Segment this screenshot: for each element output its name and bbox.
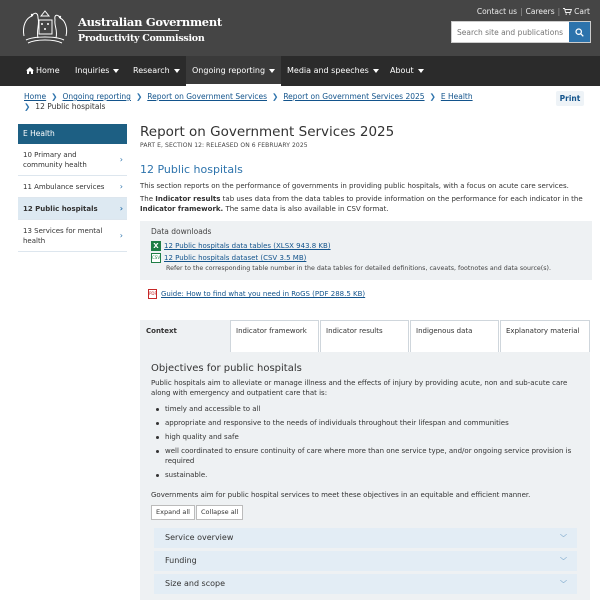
guide-row <box>148 289 592 299</box>
list-item: timely and accessible to all <box>153 404 573 414</box>
chevron-right-icon: › <box>119 203 123 213</box>
cart-link[interactable]: Cart <box>574 7 590 16</box>
data-downloads-title: Data downloads <box>151 227 212 236</box>
main-content <box>140 124 592 299</box>
accordion-label: Service overview <box>165 533 234 542</box>
list-item: appropriate and responsive to the needs of individuals throughout their lifespan and communities <box>153 418 573 428</box>
sidebar-item-label: 12 Public hospitals <box>23 205 98 213</box>
chevron-right-icon: ❯ <box>51 92 58 101</box>
breadcrumb-ongoing-reporting[interactable]: Ongoing reporting <box>62 92 131 101</box>
government-name: Australian Government <box>78 15 222 29</box>
panel-intro: Public hospitals aim to alleviate or manage illness and the effects of injury by providing acute, non and sub-acute care along with emergency and outpatient care that is: <box>151 379 568 397</box>
sidebar-item-ambulance-services[interactable] <box>18 176 127 198</box>
caret-down-icon <box>113 69 119 73</box>
accordion-service-overview[interactable] <box>154 528 577 548</box>
chevron-right-icon: › <box>119 154 123 164</box>
page-title: Report on Government Services 2025 <box>140 124 395 140</box>
nav-inquiries-label: Inquiries <box>75 66 110 75</box>
pdf-icon: PDF <box>148 289 157 299</box>
nav-home-label: Home <box>36 66 60 75</box>
chevron-down-icon: ﹀ <box>560 534 567 542</box>
breadcrumb <box>24 92 544 112</box>
sidebar-item-label: 13 Services for mental health <box>23 227 103 245</box>
tab-explanatory-material[interactable]: Explanatory material <box>500 320 590 353</box>
downloads-note: Refer to the corresponding table number in the data tables for detailed definitions, caveats, footnotes and data source(s). <box>166 265 551 272</box>
tab-indicator-results[interactable]: Indicator results <box>320 320 409 353</box>
breadcrumb-current: 12 Public hospitals <box>35 102 106 111</box>
header-divider <box>78 30 179 31</box>
indicator-framework-term: Indicator framework. <box>140 205 224 213</box>
nav-media-and-speeches[interactable] <box>281 56 385 86</box>
sidebar-heading[interactable]: E Health <box>18 124 127 144</box>
context-panel <box>140 352 590 600</box>
search-input[interactable] <box>452 22 570 42</box>
chevron-right-icon: › <box>119 230 123 240</box>
nav-media-label: Media and speeches <box>287 66 369 75</box>
nav-about-label: About <box>390 66 414 75</box>
careers-link[interactable]: Careers <box>525 7 555 16</box>
chevron-right-icon: › <box>119 181 123 191</box>
chevron-down-icon: ﹀ <box>560 580 567 588</box>
objectives-list <box>153 404 573 484</box>
download-row <box>151 240 581 252</box>
panel-footer-text: Governments aim for public hospital services to meet these objectives in an equitable and efficient manner. <box>151 491 531 499</box>
print-button[interactable]: Print <box>556 91 584 106</box>
chevron-right-icon: ❯ <box>24 102 31 111</box>
caret-down-icon <box>373 69 379 73</box>
site-search <box>451 21 591 43</box>
breadcrumb-rogs[interactable]: Report on Government Services <box>147 92 268 101</box>
tab-indigenous-data[interactable]: Indigenous data <box>410 320 499 353</box>
nav-about[interactable] <box>384 56 430 86</box>
contact-us-link[interactable]: Contact us <box>476 7 518 16</box>
sidebar-item-label: 11 Ambulance services <box>23 183 105 191</box>
tab-context[interactable]: Context <box>140 320 230 353</box>
caret-down-icon <box>418 69 424 73</box>
breadcrumb-home[interactable]: Home <box>24 92 47 101</box>
nav-ongoing-reporting-label: Ongoing reporting <box>192 66 266 75</box>
guide-pdf-link[interactable]: Guide: How to find what you need in RoGS (PDF 288.5 KB) <box>161 290 366 298</box>
release-meta: PART E, SECTION 12: RELEASED ON 6 FEBRUARY 2025 <box>140 142 308 149</box>
site-header <box>0 0 600 56</box>
sidebar-item-label: 10 Primary and community health <box>23 151 87 169</box>
nav-home[interactable] <box>20 56 66 86</box>
section-title: 12 Public hospitals <box>140 163 243 176</box>
nav-ongoing-reporting[interactable] <box>186 56 281 86</box>
tab-indicator-framework[interactable]: Indicator framework <box>230 320 319 353</box>
nav-research-label: Research <box>133 66 170 75</box>
indicator-text: The Indicator results tab uses data from the data tables to provide information on the performance for each indicator in the Indicator framework. The same data is also available in CSV format. <box>140 195 583 213</box>
sidebar-item-mental-health[interactable] <box>18 220 127 252</box>
agency-name: Productivity Commission <box>78 33 205 44</box>
caret-down-icon <box>174 69 180 73</box>
accordion-label: Funding <box>165 556 197 565</box>
download-row <box>151 252 581 264</box>
expand-all-button[interactable]: Expand all <box>151 505 195 520</box>
cart-icon[interactable] <box>563 7 572 16</box>
csv-icon: CSV <box>151 253 161 263</box>
panel-title: Objectives for public hospitals <box>151 363 302 374</box>
sidebar-item-public-hospitals[interactable] <box>18 198 127 220</box>
list-item: high quality and safe <box>153 432 573 442</box>
nav-research[interactable] <box>127 56 186 86</box>
accordion-label: Size and scope <box>165 579 226 588</box>
excel-icon: X <box>151 241 161 251</box>
list-item: well coordinated to ensure continuity of care where more than one service type, and/or ongoing service provision is required <box>153 446 573 466</box>
breadcrumb-rogs-2025[interactable]: Report on Government Services 2025 <box>283 92 425 101</box>
coat-of-arms-logo[interactable] <box>18 6 72 46</box>
chevron-down-icon: ﹀ <box>560 557 567 565</box>
utility-links: Contact us | Careers | Cart <box>476 7 590 16</box>
chevron-right-icon: ❯ <box>429 92 436 101</box>
sidebar-item-primary-community-health[interactable] <box>18 144 127 176</box>
caret-down-icon <box>269 69 275 73</box>
section-sidebar <box>18 124 127 252</box>
nav-inquiries[interactable] <box>69 56 125 86</box>
download-xlsx-link[interactable]: 12 Public hospitals data tables (XLSX 943.8 KB) <box>164 242 331 250</box>
home-icon <box>26 67 34 74</box>
chevron-right-icon: ❯ <box>272 92 279 101</box>
content-tabs <box>140 320 590 353</box>
intro-text: This section reports on the performance of governments in providing public hospitals, with a focus on acute care services. <box>140 182 569 190</box>
chevron-right-icon: ❯ <box>135 92 143 101</box>
breadcrumb-e-health[interactable]: E Health <box>440 92 473 101</box>
data-downloads-box <box>140 221 592 280</box>
collapse-all-button[interactable]: Collapse all <box>196 505 243 520</box>
download-csv-link[interactable]: 12 Public hospitals dataset (CSV 3.5 MB) <box>164 254 307 262</box>
search-button[interactable] <box>569 22 590 42</box>
list-item: sustainable. <box>153 470 573 480</box>
search-icon <box>575 28 584 37</box>
indicator-results-term: Indicator results <box>155 195 221 203</box>
accordion-size-and-scope[interactable] <box>154 574 577 594</box>
main-navigation <box>0 56 600 86</box>
accordion-funding[interactable] <box>154 551 577 571</box>
